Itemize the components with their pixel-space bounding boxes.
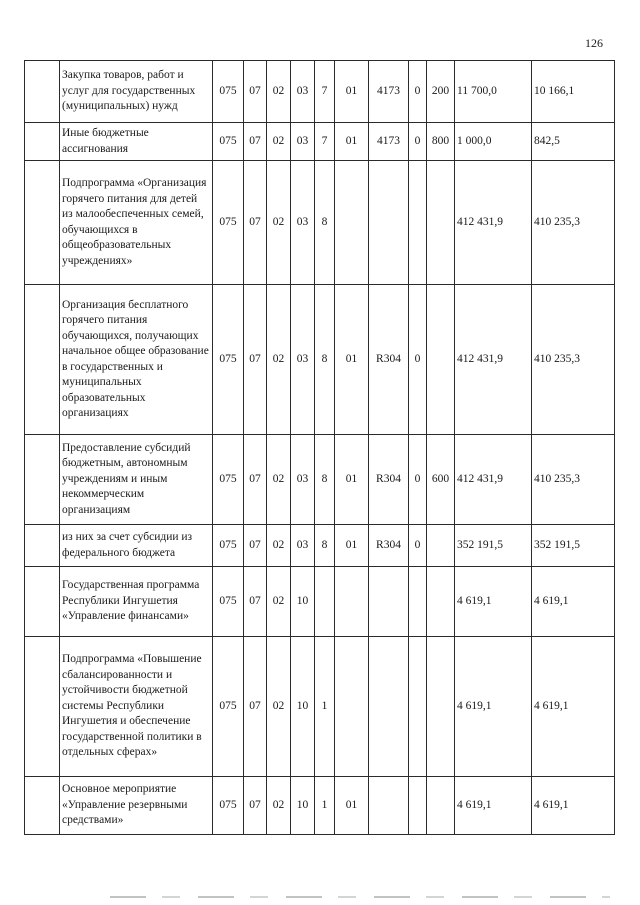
row-number-cell xyxy=(25,123,60,161)
code-cell xyxy=(409,161,427,285)
code-cell: 10 xyxy=(291,567,315,637)
code-cell: 075 xyxy=(213,525,244,567)
amount-2-cell: 4 619,1 xyxy=(532,777,615,835)
item-name-cell: Подпрограмма «Повышение сбалансированности и устойчивости бюджетной системы Республики Ингушетия и обеспечение государственной политики в отдельных сферах» xyxy=(60,637,213,777)
budget-table xyxy=(24,60,615,835)
table-row xyxy=(25,637,615,777)
code-cell: 03 xyxy=(291,61,315,123)
code-cell: R304 xyxy=(369,525,409,567)
code-cell xyxy=(427,567,455,637)
amount-2-cell: 842,5 xyxy=(532,123,615,161)
code-cell: 0 xyxy=(409,525,427,567)
amount-1-cell: 1 000,0 xyxy=(455,123,532,161)
row-number-cell xyxy=(25,61,60,123)
table-row xyxy=(25,123,615,161)
amount-1-cell: 412 431,9 xyxy=(455,435,532,525)
item-name-cell: Организация бесплатного горячего питания обучающихся, получающих начальное общее образование в государственных и муниципальных образовательных организациях xyxy=(60,285,213,435)
item-name-cell: Подпрограмма «Организация горячего питания для детей из малообеспеченных семей, обучающихся в общеобразовательных учреждениях» xyxy=(60,161,213,285)
code-cell: 02 xyxy=(267,567,291,637)
row-number-cell xyxy=(25,285,60,435)
amount-1-cell: 11 700,0 xyxy=(455,61,532,123)
code-cell: 02 xyxy=(267,123,291,161)
row-number-cell xyxy=(25,435,60,525)
code-cell: 4173 xyxy=(369,123,409,161)
table-row xyxy=(25,161,615,285)
row-number-cell xyxy=(25,637,60,777)
code-cell: 0 xyxy=(409,61,427,123)
row-number-cell xyxy=(25,161,60,285)
code-cell xyxy=(427,525,455,567)
code-cell xyxy=(315,567,335,637)
code-cell xyxy=(409,637,427,777)
item-name-cell: Предоставление субсидий бюджетным, автономным учреждениям и иным некоммерческим организациям xyxy=(60,435,213,525)
amount-2-cell: 410 235,3 xyxy=(532,161,615,285)
table-row xyxy=(25,61,615,123)
code-cell: 02 xyxy=(267,435,291,525)
amount-2-cell: 4 619,1 xyxy=(532,567,615,637)
code-cell: 02 xyxy=(267,161,291,285)
table-row xyxy=(25,525,615,567)
code-cell: R304 xyxy=(369,285,409,435)
row-number-cell xyxy=(25,567,60,637)
code-cell: 7 xyxy=(315,123,335,161)
scan-artifact xyxy=(110,896,610,898)
code-cell xyxy=(427,285,455,435)
code-cell: 01 xyxy=(335,285,369,435)
code-cell: 8 xyxy=(315,161,335,285)
code-cell xyxy=(335,161,369,285)
code-cell: 0 xyxy=(409,435,427,525)
code-cell: 01 xyxy=(335,525,369,567)
code-cell: 8 xyxy=(315,525,335,567)
code-cell: 03 xyxy=(291,123,315,161)
table-row xyxy=(25,285,615,435)
page-number: 126 xyxy=(585,36,603,50)
row-number-cell xyxy=(25,525,60,567)
code-cell: 8 xyxy=(315,435,335,525)
code-cell: 01 xyxy=(335,435,369,525)
code-cell: 075 xyxy=(213,777,244,835)
code-cell: 07 xyxy=(244,637,267,777)
row-number-cell xyxy=(25,777,60,835)
code-cell: 02 xyxy=(267,285,291,435)
item-name-cell: Основное мероприятие «Управление резервными средствами» xyxy=(60,777,213,835)
code-cell: 075 xyxy=(213,161,244,285)
code-cell: 1 xyxy=(315,777,335,835)
item-name-cell: Иные бюджетные ассигнования xyxy=(60,123,213,161)
code-cell: 1 xyxy=(315,637,335,777)
code-cell: 01 xyxy=(335,123,369,161)
code-cell: 0 xyxy=(409,123,427,161)
code-cell: 4173 xyxy=(369,61,409,123)
code-cell: 200 xyxy=(427,61,455,123)
code-cell: 07 xyxy=(244,567,267,637)
code-cell xyxy=(427,777,455,835)
amount-1-cell: 4 619,1 xyxy=(455,777,532,835)
code-cell xyxy=(369,637,409,777)
code-cell xyxy=(427,637,455,777)
code-cell xyxy=(369,161,409,285)
code-cell: 075 xyxy=(213,435,244,525)
amount-2-cell: 352 191,5 xyxy=(532,525,615,567)
code-cell xyxy=(369,777,409,835)
code-cell: 07 xyxy=(244,123,267,161)
code-cell: 075 xyxy=(213,637,244,777)
code-cell xyxy=(335,637,369,777)
code-cell: 07 xyxy=(244,435,267,525)
code-cell: 03 xyxy=(291,161,315,285)
amount-2-cell: 410 235,3 xyxy=(532,435,615,525)
code-cell: 075 xyxy=(213,61,244,123)
code-cell: 10 xyxy=(291,777,315,835)
code-cell: 01 xyxy=(335,777,369,835)
code-cell xyxy=(335,567,369,637)
table-row xyxy=(25,777,615,835)
code-cell: 075 xyxy=(213,567,244,637)
code-cell: 01 xyxy=(335,61,369,123)
code-cell: 075 xyxy=(213,285,244,435)
code-cell: 07 xyxy=(244,525,267,567)
code-cell: 0 xyxy=(409,285,427,435)
code-cell xyxy=(409,777,427,835)
code-cell: R304 xyxy=(369,435,409,525)
code-cell xyxy=(427,161,455,285)
amount-1-cell: 4 619,1 xyxy=(455,567,532,637)
code-cell xyxy=(409,567,427,637)
table-row xyxy=(25,435,615,525)
item-name-cell: Государственная программа Республики Ингушетия «Управление финансами» xyxy=(60,567,213,637)
item-name-cell: из них за счет субсидии из федерального бюджета xyxy=(60,525,213,567)
code-cell: 10 xyxy=(291,637,315,777)
amount-1-cell: 352 191,5 xyxy=(455,525,532,567)
code-cell: 03 xyxy=(291,525,315,567)
code-cell: 7 xyxy=(315,61,335,123)
code-cell: 600 xyxy=(427,435,455,525)
code-cell: 07 xyxy=(244,61,267,123)
amount-1-cell: 412 431,9 xyxy=(455,161,532,285)
amount-2-cell: 10 166,1 xyxy=(532,61,615,123)
code-cell: 03 xyxy=(291,435,315,525)
amount-1-cell: 412 431,9 xyxy=(455,285,532,435)
item-name-cell: Закупка товаров, работ и услуг для государственных (муниципальных) нужд xyxy=(60,61,213,123)
table-row xyxy=(25,567,615,637)
code-cell: 07 xyxy=(244,285,267,435)
amount-2-cell: 4 619,1 xyxy=(532,637,615,777)
code-cell: 07 xyxy=(244,777,267,835)
code-cell: 075 xyxy=(213,123,244,161)
code-cell: 02 xyxy=(267,777,291,835)
code-cell: 02 xyxy=(267,525,291,567)
code-cell: 03 xyxy=(291,285,315,435)
code-cell: 02 xyxy=(267,61,291,123)
code-cell xyxy=(369,567,409,637)
code-cell: 07 xyxy=(244,161,267,285)
amount-1-cell: 4 619,1 xyxy=(455,637,532,777)
code-cell: 8 xyxy=(315,285,335,435)
amount-2-cell: 410 235,3 xyxy=(532,285,615,435)
code-cell: 02 xyxy=(267,637,291,777)
code-cell: 800 xyxy=(427,123,455,161)
